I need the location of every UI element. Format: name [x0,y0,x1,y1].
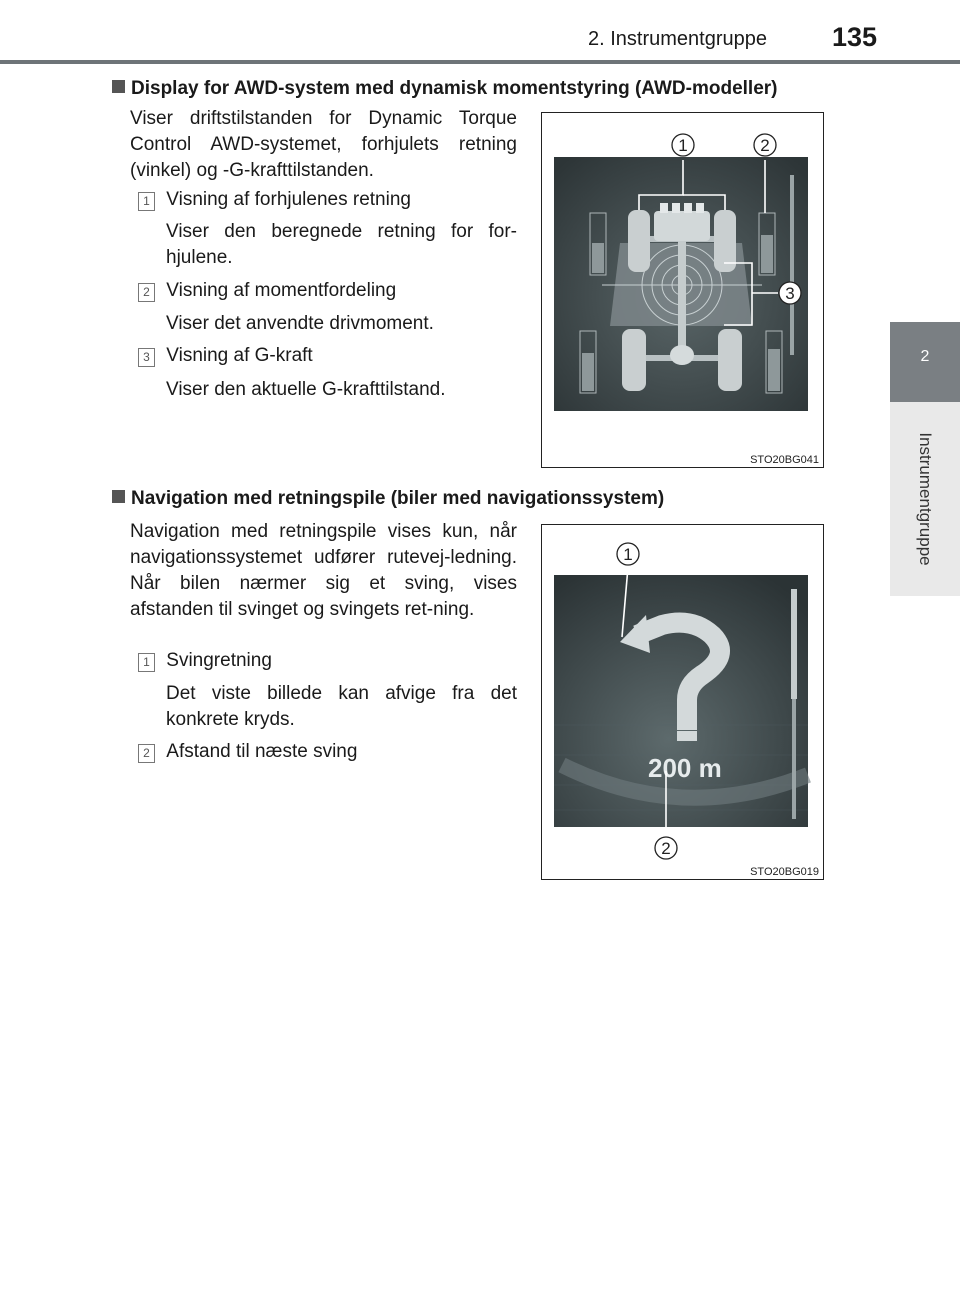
callout-2: 2 [760,136,770,155]
list-item [138,280,396,302]
navigation-display-illustration [542,525,823,879]
item-label: Visning af forhjulenes retning [166,189,411,210]
list-item [138,345,313,367]
item-description: Viser det anvendte drivmoment. [166,313,434,334]
list-item [138,741,357,763]
section-title-text: Navigation med retningspile (biler med navigationssystem) [131,488,665,509]
bullet-square-icon [112,490,125,503]
item-number: 2 [138,283,155,302]
figure-navigation-display [541,524,824,880]
item-number: 2 [138,744,155,763]
callout-1: 1 [623,545,633,564]
item-description: Viser den beregnede retning for for-hjulene. [166,221,517,268]
chapter-title: 2. Instrumentgruppe [588,28,767,50]
section-title-awd [112,78,777,100]
section-intro: Viser driftstilstanden for Dynamic Torque Control AWD-systemet, forhjulets retning (vinkel) og -G-krafttilstanden. [130,108,517,181]
item-number: 3 [138,348,155,367]
side-tab-label [890,402,960,596]
side-tab-number-text: 2 [920,348,930,365]
side-tab-label-text: Instrumentgruppe [916,432,935,566]
item-number: 1 [138,192,155,211]
header-rule [0,60,960,64]
awd-display-illustration [542,113,823,467]
list-item [138,650,272,672]
page-number: 135 [832,22,878,52]
figure-caption: STO20BG041 [750,454,819,466]
side-tab-number [890,322,960,402]
item-label: Afstand til næste sving [166,741,358,762]
item-description: Det viste billede kan afvige fra det konkrete kryds. [166,683,517,730]
callout-2: 2 [661,839,671,858]
figure-awd-display [541,112,824,468]
callout-1: 1 [678,136,688,155]
callout-3: 3 [785,284,795,303]
item-label: Visning af momentfordeling [166,280,397,301]
bullet-square-icon [112,80,125,93]
section-title-navigation [112,488,664,510]
figure-caption: STO20BG019 [750,866,819,878]
turn-distance: 200 m [648,753,722,783]
item-label: Visning af G-kraft [166,345,313,366]
section-intro: Navigation med retningspile vises kun, når navigationssystemet udfører rutevej-ledning. Når bilen nærmer sig et sving, vises afstanden til svinget og svingets ret-ning. [130,521,517,620]
list-item [138,189,411,211]
item-number: 1 [138,653,155,672]
section-title-text: Display for AWD-system med dynamisk momentstyring (AWD-modeller) [131,78,778,99]
item-label: Svingretning [166,650,272,671]
item-description: Viser den aktuelle G-krafttilstand. [166,379,446,400]
